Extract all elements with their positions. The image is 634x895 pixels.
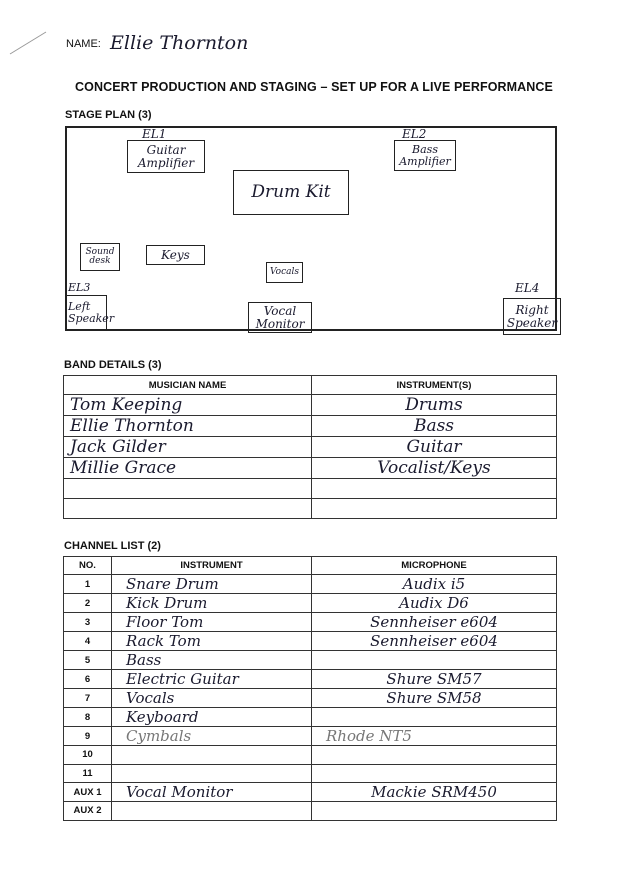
microphone-header: MICROPHONE — [312, 557, 557, 575]
instrument-cell: Drums — [312, 395, 557, 416]
instrument-header: INSTRUMENT — [112, 557, 312, 575]
table-row — [64, 613, 557, 632]
channel-no: 9 — [64, 727, 112, 746]
channel-instrument: Bass — [112, 651, 312, 670]
channel-instrument: Vocal Monitor — [112, 783, 312, 802]
band-details-table — [63, 375, 557, 519]
sound-desk: Sound desk — [80, 243, 120, 271]
channel-microphone — [312, 746, 557, 765]
stage-plan-heading: STAGE PLAN (3) — [65, 109, 152, 121]
musician-cell: Jack Gilder — [64, 437, 312, 458]
table-row — [64, 689, 557, 708]
instrument-cell — [312, 479, 557, 499]
table-row — [64, 395, 557, 416]
band-details-heading: BAND DETAILS (3) — [64, 359, 162, 371]
channel-no: AUX 1 — [64, 783, 112, 802]
channel-instrument: Keyboard — [112, 708, 312, 727]
channel-no: 4 — [64, 632, 112, 651]
instrument-cell — [312, 499, 557, 519]
instrument-cell: Bass — [312, 416, 557, 437]
channel-microphone — [312, 764, 557, 783]
table-row — [64, 499, 557, 519]
channel-list-heading: CHANNEL LIST (2) — [64, 540, 161, 552]
instrument-header: INSTRUMENT(S) — [312, 376, 557, 395]
channel-instrument: Snare Drum — [112, 575, 312, 594]
channel-microphone: Rhode NT5 — [312, 727, 557, 746]
channel-instrument — [112, 746, 312, 765]
table-row — [64, 746, 557, 765]
channel-instrument: Cymbals — [112, 727, 312, 746]
table-row — [64, 783, 557, 802]
channel-header-row — [64, 557, 557, 575]
table-row — [64, 802, 557, 821]
channel-instrument — [112, 802, 312, 821]
channel-no: 8 — [64, 708, 112, 727]
channel-no: 3 — [64, 613, 112, 632]
right-speaker: Right Speaker — [503, 298, 561, 335]
el4-label: EL4 — [515, 281, 540, 295]
channel-microphone: Sennheiser e604 — [312, 632, 557, 651]
channel-microphone: Audix D6 — [312, 594, 557, 613]
channel-no: 7 — [64, 689, 112, 708]
channel-microphone: Shure SM58 — [312, 689, 557, 708]
instrument-cell: Guitar — [312, 437, 557, 458]
channel-microphone: Audix i5 — [312, 575, 557, 594]
musician-cell — [64, 499, 312, 519]
drum-kit: Drum Kit — [233, 170, 349, 215]
el1-label: EL1 — [142, 127, 167, 141]
stage-plan — [65, 126, 557, 331]
channel-no: 11 — [64, 764, 112, 783]
musician-cell: Ellie Thornton — [64, 416, 312, 437]
table-row — [64, 764, 557, 783]
band-header-row — [64, 376, 557, 395]
instrument-cell: Vocalist/Keys — [312, 458, 557, 479]
vocals: Vocals — [266, 262, 303, 283]
table-row — [64, 727, 557, 746]
table-row — [64, 708, 557, 727]
channel-instrument — [112, 764, 312, 783]
vocal-monitor: Vocal Monitor — [248, 302, 312, 333]
guitar-amplifier: Guitar Amplifier — [127, 140, 205, 173]
table-row — [64, 437, 557, 458]
channel-microphone — [312, 708, 557, 727]
musician-cell: Tom Keeping — [64, 395, 312, 416]
channel-microphone — [312, 802, 557, 821]
table-row — [64, 670, 557, 689]
table-row — [64, 458, 557, 479]
channel-no: 5 — [64, 651, 112, 670]
left-speaker: Left Speaker — [65, 295, 107, 331]
channel-instrument: Electric Guitar — [112, 670, 312, 689]
table-row — [64, 575, 557, 594]
bass-amplifier: Bass Amplifier — [394, 140, 456, 171]
keys: Keys — [146, 245, 205, 265]
channel-microphone: Shure SM57 — [312, 670, 557, 689]
channel-instrument: Floor Tom — [112, 613, 312, 632]
channel-microphone: Mackie SRM450 — [312, 783, 557, 802]
musician-name-header: MUSICIAN NAME — [64, 376, 312, 395]
channel-microphone: Sennheiser e604 — [312, 613, 557, 632]
musician-cell — [64, 479, 312, 499]
student-name: Ellie Thornton — [110, 32, 249, 54]
table-row — [64, 594, 557, 613]
channel-no: 10 — [64, 746, 112, 765]
channel-no: 6 — [64, 670, 112, 689]
channel-instrument: Vocals — [112, 689, 312, 708]
el2-label: EL2 — [402, 127, 427, 141]
channel-instrument: Kick Drum — [112, 594, 312, 613]
page-title: CONCERT PRODUCTION AND STAGING – SET UP FOR A LIVE PERFORMANCE — [75, 80, 553, 94]
table-row — [64, 632, 557, 651]
channel-microphone — [312, 651, 557, 670]
table-row — [64, 479, 557, 499]
channel-no: AUX 2 — [64, 802, 112, 821]
no-header: NO. — [64, 557, 112, 575]
musician-cell: Millie Grace — [64, 458, 312, 479]
table-row — [64, 416, 557, 437]
table-row — [64, 651, 557, 670]
pen-mark — [8, 30, 48, 56]
el3-label: EL3 — [68, 281, 91, 294]
name-label: NAME: — [66, 38, 101, 50]
channel-instrument: Rack Tom — [112, 632, 312, 651]
channel-list-table — [63, 556, 557, 821]
channel-no: 1 — [64, 575, 112, 594]
channel-no: 2 — [64, 594, 112, 613]
